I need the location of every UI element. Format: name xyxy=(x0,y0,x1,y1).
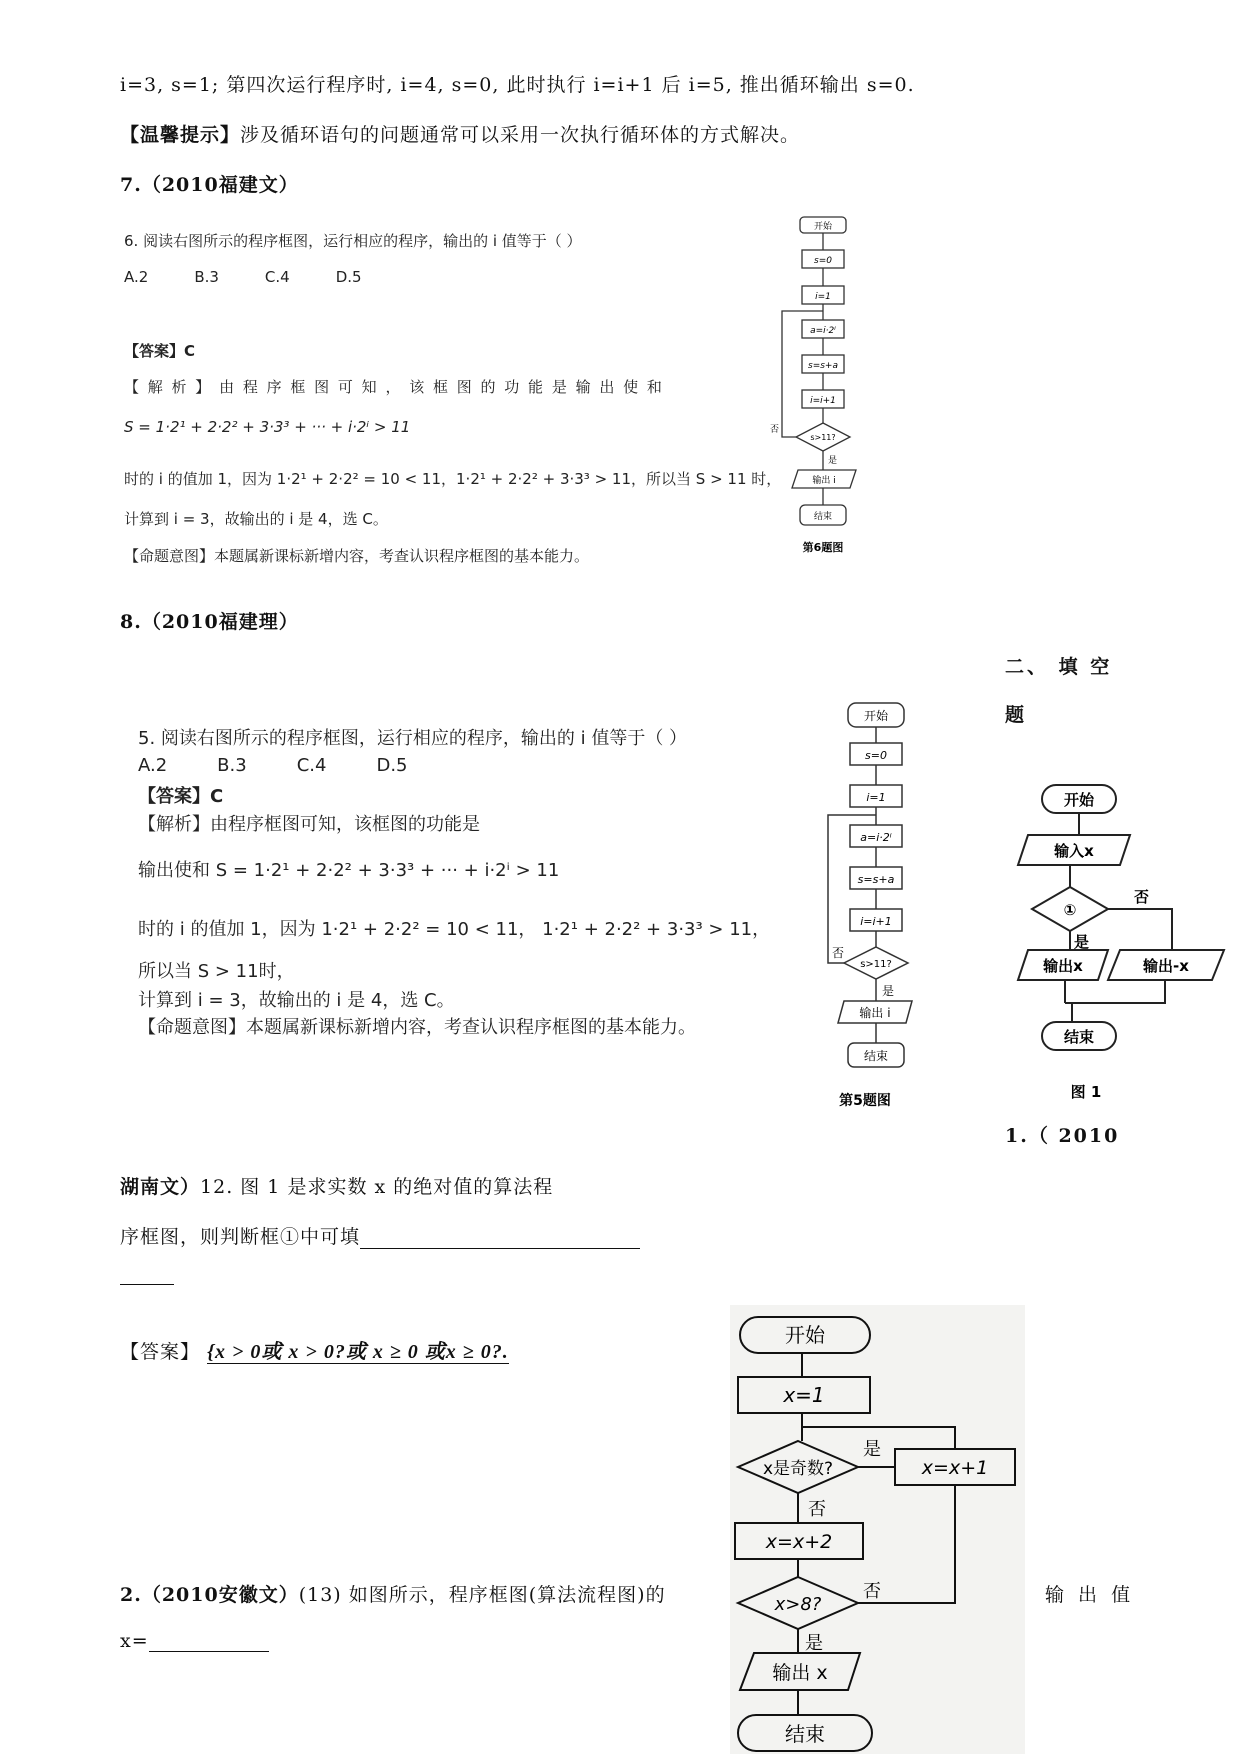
q1-blank-tail xyxy=(120,1284,174,1285)
q7-fc-cond: s>11? xyxy=(810,433,836,442)
q8-fc-i1: i=1 xyxy=(866,791,886,804)
q7-fc-yes: 是 xyxy=(828,456,838,466)
q8-fc-no: 否 xyxy=(832,946,845,960)
fig1-input: 输入x xyxy=(1054,842,1094,860)
q2-fc-start: 开始 xyxy=(785,1323,825,1347)
fig1-outnegx: 输出-x xyxy=(1143,957,1189,975)
q2-fc-no2: 否 xyxy=(863,1581,881,1602)
tip-label: 【温馨提示】 xyxy=(120,124,241,146)
q7-question: 6. 阅读右图所示的程序框图，运行相应的程序，输出的 i 值等于（ ） xyxy=(124,232,582,250)
q2-fc-inc1: x=x+1 xyxy=(921,1457,989,1479)
tip-line xyxy=(120,120,800,147)
q8-answer: 【答案】C xyxy=(138,786,224,807)
q2-line xyxy=(120,1580,666,1607)
fig1-start: 开始 xyxy=(1063,791,1095,809)
q1-text-b: 序框图，则判断框①中可填 xyxy=(120,1226,361,1248)
q8-flowchart xyxy=(820,695,930,1120)
q8-intent: 【命题意图】本题属新课标新增内容，考查认识程序框图的基本能力。 xyxy=(138,1017,696,1038)
fig1-caption: 图 1 xyxy=(1070,1083,1102,1101)
intro-line: i=3, s=1; 第四次运行程序时, i=4, s=0, 此时执行 i=i+1 后 i=5, 推出循环输出 s=0. xyxy=(120,74,915,96)
q8-option-c: C.4 xyxy=(296,755,327,776)
q2-fc-out: 输出 x xyxy=(772,1662,828,1684)
q8-analysis: 【解析】由程序框图可知，该框图的功能是 xyxy=(138,814,480,835)
q7-fc-i1: i=1 xyxy=(815,292,831,302)
q7-calc: 计算到 i = 3，故输出的 i 是 4，选 C。 xyxy=(124,510,388,528)
q7-fc-a: a=i·2ⁱ xyxy=(810,326,836,336)
q7-option-c: C.4 xyxy=(264,268,290,286)
section2-title-a: 二、 填 空 xyxy=(1005,656,1113,678)
q2-blank xyxy=(149,1633,269,1652)
q1-text-a: 12. 图 1 是求实数 x 的绝对值的算法程 xyxy=(200,1176,554,1198)
q1-source: 湖南文） xyxy=(120,1176,201,1198)
q8-so: 所以当 S > 11时， xyxy=(138,961,295,982)
fig1-yes: 是 xyxy=(1074,933,1090,951)
q8-fc-s: s=s+a xyxy=(857,873,895,886)
q7-options xyxy=(124,268,424,286)
q8-reason: 时的 i 的值加 1，因为 1·2¹ + 2·2² = 10 < 11， 1·2¹ + 2·2² + 3·3³ > 11， xyxy=(138,919,771,940)
q7-fc-no: 否 xyxy=(770,425,780,435)
q7-fc-caption: 第6题图 xyxy=(802,541,844,554)
q2-text: (13) 如图所示，程序框图(算法流程图)的 xyxy=(298,1584,666,1606)
q2-fc-no1: 否 xyxy=(808,1499,826,1520)
q8-question: 5. 阅读右图所示的程序框图，运行相应的程序，输出的 i 值等于（ ） xyxy=(138,728,688,749)
q8-options xyxy=(138,755,408,776)
q7-reason: 时的 i 的值加 1，因为 1·2¹ + 2·2² = 10 < 11，1·2¹ + 2·2² + 3·3³ > 11，所以当 S > 11 时， xyxy=(124,470,782,488)
q7-analysis: 【 解 析 】 由 程 序 框 图 可 知 ， 该 框 图 的 功 能 是 输 出 使 和 xyxy=(124,378,664,396)
q7-fc-s: s=s+a xyxy=(808,361,838,371)
q8-fc-yes: 是 xyxy=(882,984,895,998)
q2-x-line xyxy=(120,1630,269,1652)
q1-text-line1 xyxy=(120,1172,553,1199)
q2-x-prefix: x= xyxy=(120,1630,149,1652)
q8-fc-out: 输出 i xyxy=(859,1006,891,1020)
fig1-flowchart xyxy=(1010,775,1230,1115)
q8-fc-a: a=i·2ⁱ xyxy=(860,831,892,844)
q7-fc-inc: i=i+1 xyxy=(810,396,836,406)
fig1-no: 否 xyxy=(1134,888,1150,906)
fig1-end: 结束 xyxy=(1063,1028,1095,1046)
q1-answer-label: 【答案】 xyxy=(120,1341,201,1363)
q2-fc-yes1: 是 xyxy=(863,1439,881,1460)
q2-fc-inc2: x=x+2 xyxy=(765,1531,833,1553)
q2-fc-cond2: x>8? xyxy=(774,1594,822,1615)
q8-fc-end: 结束 xyxy=(863,1049,889,1063)
q1-answer: {x > 0或 x > 0?或 x ≥ 0 或x ≥ 0?. xyxy=(207,1341,509,1363)
q7-option-a: A.2 xyxy=(124,268,149,286)
q8-heading: 8.（2010福建理） xyxy=(120,611,299,633)
q8-option-b: B.3 xyxy=(217,755,247,776)
q7-option-b: B.3 xyxy=(194,268,219,286)
fig1-outx: 输出x xyxy=(1043,957,1083,975)
q8-fc-s0: s=0 xyxy=(865,749,887,762)
q7-answer: 【答案】C xyxy=(124,342,196,360)
q8-option-d: D.5 xyxy=(376,755,408,776)
q8-formula: 输出使和 S = 1·2¹ + 2·2² + 3·3³ + ··· + i·2ⁱ > 11 xyxy=(138,860,560,881)
q8-calc: 计算到 i = 3，故输出的 i 是 4，选 C。 xyxy=(138,990,455,1011)
q7-fc-s0: s=0 xyxy=(814,256,832,266)
q1-text-line2 xyxy=(120,1222,640,1249)
q7-option-d: D.5 xyxy=(335,268,362,286)
q8-fc-cond: s>11? xyxy=(860,959,892,970)
q1-blank xyxy=(360,1228,640,1249)
q2-scan-background xyxy=(730,1305,1025,1754)
q2-fc-init: x=1 xyxy=(783,1383,825,1407)
q7-heading: 7.（2010福建文） xyxy=(120,174,299,196)
q2-flowchart xyxy=(730,1305,1025,1754)
tip-text: 涉及循环语句的问题通常可以采用一次执行循环体的方式解决。 xyxy=(240,124,801,146)
section2-title-b: 题 xyxy=(1005,704,1026,726)
q2-tail: 输 出 值 xyxy=(1045,1584,1135,1606)
fig1-cond: ① xyxy=(1063,901,1077,919)
q8-fc-start: 开始 xyxy=(863,709,889,723)
q2-heading: 2.（2010安徽文） xyxy=(120,1584,299,1606)
q7-fc-out: 输出 i xyxy=(812,476,836,486)
q2-fc-cond1: x是奇数? xyxy=(762,1459,834,1479)
q8-fc-caption: 第5题图 xyxy=(839,1093,891,1109)
q7-intent: 【命题意图】本题属新课标新增内容，考查认识程序框图的基本能力。 xyxy=(124,547,590,565)
q7-formula: S = 1·2¹ + 2·2² + 3·3³ + ··· + i·2ⁱ > 11 xyxy=(124,418,411,436)
q8-fc-inc: i=i+1 xyxy=(860,915,892,928)
q7-fc-end: 结束 xyxy=(813,512,833,522)
q8-option-a: A.2 xyxy=(138,755,168,776)
q7-flowchart xyxy=(770,205,880,565)
q2-fc-yes2: 是 xyxy=(805,1633,823,1654)
q1-answer-line xyxy=(120,1335,509,1364)
q2-fc-end: 结束 xyxy=(785,1722,825,1746)
q1-number: 1.（ 2010 xyxy=(1005,1125,1120,1147)
q7-fc-start: 开始 xyxy=(813,222,833,232)
